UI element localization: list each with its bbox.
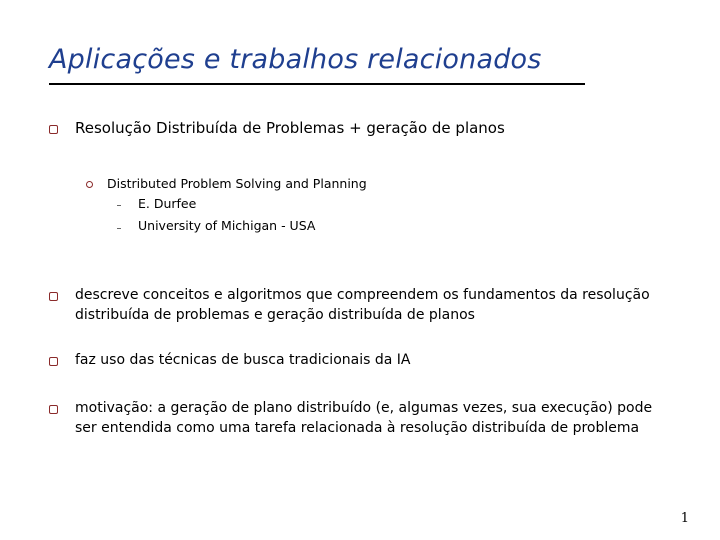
bullet-text: Resolução Distribuída de Problemas + geração de planos bbox=[75, 119, 505, 137]
sub-sub-bullet-text: E. Durfee bbox=[138, 196, 197, 211]
title-underline bbox=[49, 83, 585, 85]
sub-sub-bullet-text: University of Michigan - USA bbox=[138, 218, 316, 233]
dash-bullet-icon bbox=[117, 205, 121, 206]
bullet-text: descreve conceitos e algoritmos que compreendem os fundamentos da resolução distribuída de problemas e geração distribuída de planos bbox=[75, 287, 650, 323]
bullet-text: faz uso das técnicas de busca tradicionais da IA bbox=[75, 352, 411, 368]
square-bullet-icon bbox=[49, 292, 58, 301]
dash-bullet-icon bbox=[117, 228, 121, 229]
square-bullet-icon bbox=[49, 405, 58, 414]
square-bullet-icon bbox=[49, 125, 58, 134]
sub-bullet-text: Distributed Problem Solving and Planning bbox=[107, 176, 367, 191]
bullet-text: motivação: a geração de plano distribuído (e, algumas vezes, sua execução) pode ser entendida como uma tarefa relacionada à resolução distribuída de problema bbox=[75, 400, 653, 436]
slide-title: Aplicações e trabalhos relacionados bbox=[49, 44, 542, 75]
circle-bullet-icon bbox=[86, 181, 93, 188]
square-bullet-icon bbox=[49, 357, 58, 366]
page-number: 1 bbox=[680, 511, 689, 526]
